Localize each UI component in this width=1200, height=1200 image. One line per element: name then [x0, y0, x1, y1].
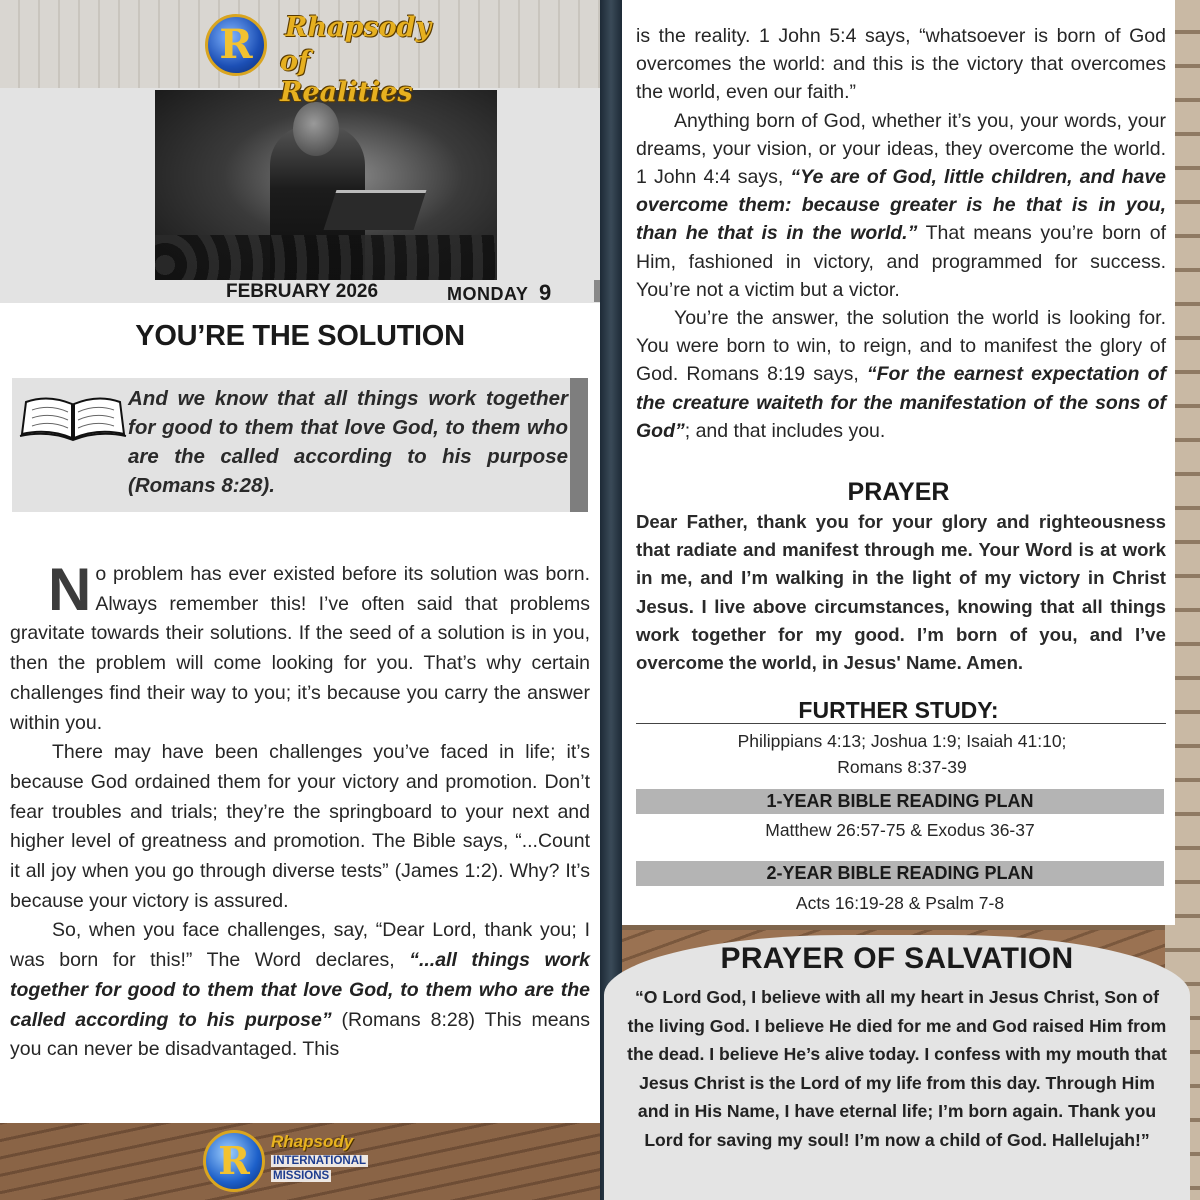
prayer-text: Dear Father, thank you for your glory and righteousness that radiate and manifest through me. Your Word is at work in me, and I’m walking in the light of my victory in Christ Jesus. I live above circumstances, knowing that all things work together for my good. I’m born of you, and I’ve overcome the world, in Jesus' Name. Amen. — [636, 511, 1166, 674]
drop-cap: N — [48, 556, 92, 623]
two-year-plan-reading: Acts 16:19-28 & Psalm 7-8 — [795, 893, 1005, 913]
salvation-heading: PRAYER OF SALVATION — [720, 942, 1074, 975]
devotional-left-column — [0, 88, 600, 1123]
salvation-text: “O Lord God, I believe with all my heart in Jesus Christ, Son of the living God. I believe He died for me and God raised Him from the dead. I believe He’s alive today. I confess with my mouth that Jesus Christ is the Lord of my life from this day. Through Him and in His Name, I have eternal life; I’m born again. Thank you Lord for saving my soul! I’m now a child of God. Hallelujah!” — [627, 987, 1167, 1150]
body-paragraph-6: You’re the answer, the solution the world is looking for. You were born to win, to reign, and to manifest the glory of God. Romans 8:19 says, “For the earnest expectation of the creature waiteth for the manifestation of the sons of God”; and that includes you. — [636, 307, 1166, 442]
devotional-title: YOU’RE THE SOLUTION — [135, 320, 465, 352]
missions-logo-line-3: MISSIONS — [273, 1170, 330, 1182]
body-paragraph-2: There may have been challenges you’ve faced in life; it’s because God ordained them for your victory and promotion. Don’t fear troubles and trials; they’re the springboard to your next and higher level of greatness and promotion. The Bible says, “...Count it all joy when you go through diverse tests” (James 1:2). Why? It’s because your victory is assured. — [10, 741, 590, 912]
one-year-plan-reading: Matthew 26:57-75 & Exodus 36-37 — [765, 820, 1035, 840]
header-band — [0, 88, 600, 303]
globe-logo-icon: R — [205, 14, 267, 76]
open-bible-icon — [18, 392, 128, 442]
one-year-plan-heading: 1-YEAR BIBLE READING PLAN — [636, 789, 1164, 814]
devotional-body-continued — [636, 22, 1166, 445]
two-year-plan-heading: 2-YEAR BIBLE READING PLAN — [636, 861, 1164, 886]
pastor-photo — [155, 90, 497, 280]
body-paragraph-5: Anything born of God, whether it’s you, your words, your dreams, your vision, or your ideas, they overcome the world. 1 John 4:4 says, “Ye are of God, little children, and have overcome them: because greater is he that is in you, than he that is in the world.” That means you’re born of Him, fashioned in victory, and programmed for success. You’re not a victim but a victor. — [636, 109, 1167, 301]
quote-side-bar — [570, 378, 588, 512]
body-paragraph-1: No problem has ever existed before its solution was born. Always remember this! I’ve often said that problems gravitate towards their solutions. If the seed of a solution is in you, then the problem will come looking for you. That’s why certain challenges find their way to you; it’s because you carry the answer within you. — [10, 556, 590, 734]
further-study-references: Philippians 4:13; Joshua 1:9; Isaiah 41:10; Romans 8:37-39 — [737, 731, 1067, 777]
prayer-heading: PRAYER — [847, 478, 950, 506]
date-month-year: FEBRUARY 2026 — [226, 281, 379, 302]
scripture-emphasis: “...all things work together for good to them that love God, to them who are the called according to his purpose” — [10, 949, 590, 1031]
further-study-rule — [636, 723, 1166, 724]
scripture-emphasis: “For the earnest expectation of the creature waiteth for the manifestation of the sons of God” — [636, 363, 1166, 442]
date-day-number: 9 — [539, 280, 552, 305]
globe-logo-icon: R — [203, 1130, 265, 1192]
further-study-heading: FURTHER STUDY: — [798, 697, 999, 723]
rhapsody-logo — [205, 4, 432, 108]
scripture-quote: And we know that all things work together for good to them that love God, to them who are the called according to his purpose (Romans 8:28). — [128, 387, 568, 497]
missions-logo — [203, 1128, 403, 1194]
body-paragraph-3: So, when you face challenges, say, “Dear Lord, thank you; I was born for this!” The Word declares, “...all things work together for good to them that love God, to them who are the called according to his purpose” (Romans 8:28) This means you can never be disadvantaged. This — [10, 919, 590, 1061]
scripture-quote-box — [12, 378, 588, 512]
missions-logo-line-1: Rhapsody — [271, 1132, 354, 1151]
devotional-body — [10, 556, 590, 1065]
body-paragraph-4: is the reality. 1 John 5:4 says, “whatsoever is born of God overcomes the world: and this is the victory that overcomes the world, even our faith.” — [636, 25, 1166, 104]
logo-line-1: Rhapsody — [285, 12, 432, 43]
devotional-right-column — [622, 0, 1175, 925]
scripture-emphasis: “Ye are of God, little children, and have overcome them: because greater is he that is in you, than he that is in the world.” — [636, 166, 1167, 245]
missions-logo-line-2: INTERNATIONAL — [273, 1155, 367, 1167]
date-divider — [594, 280, 600, 302]
prayer-of-salvation-box — [604, 935, 1190, 1200]
date-weekday: MONDAY — [447, 284, 529, 304]
logo-line-2: of Realities — [280, 46, 413, 108]
